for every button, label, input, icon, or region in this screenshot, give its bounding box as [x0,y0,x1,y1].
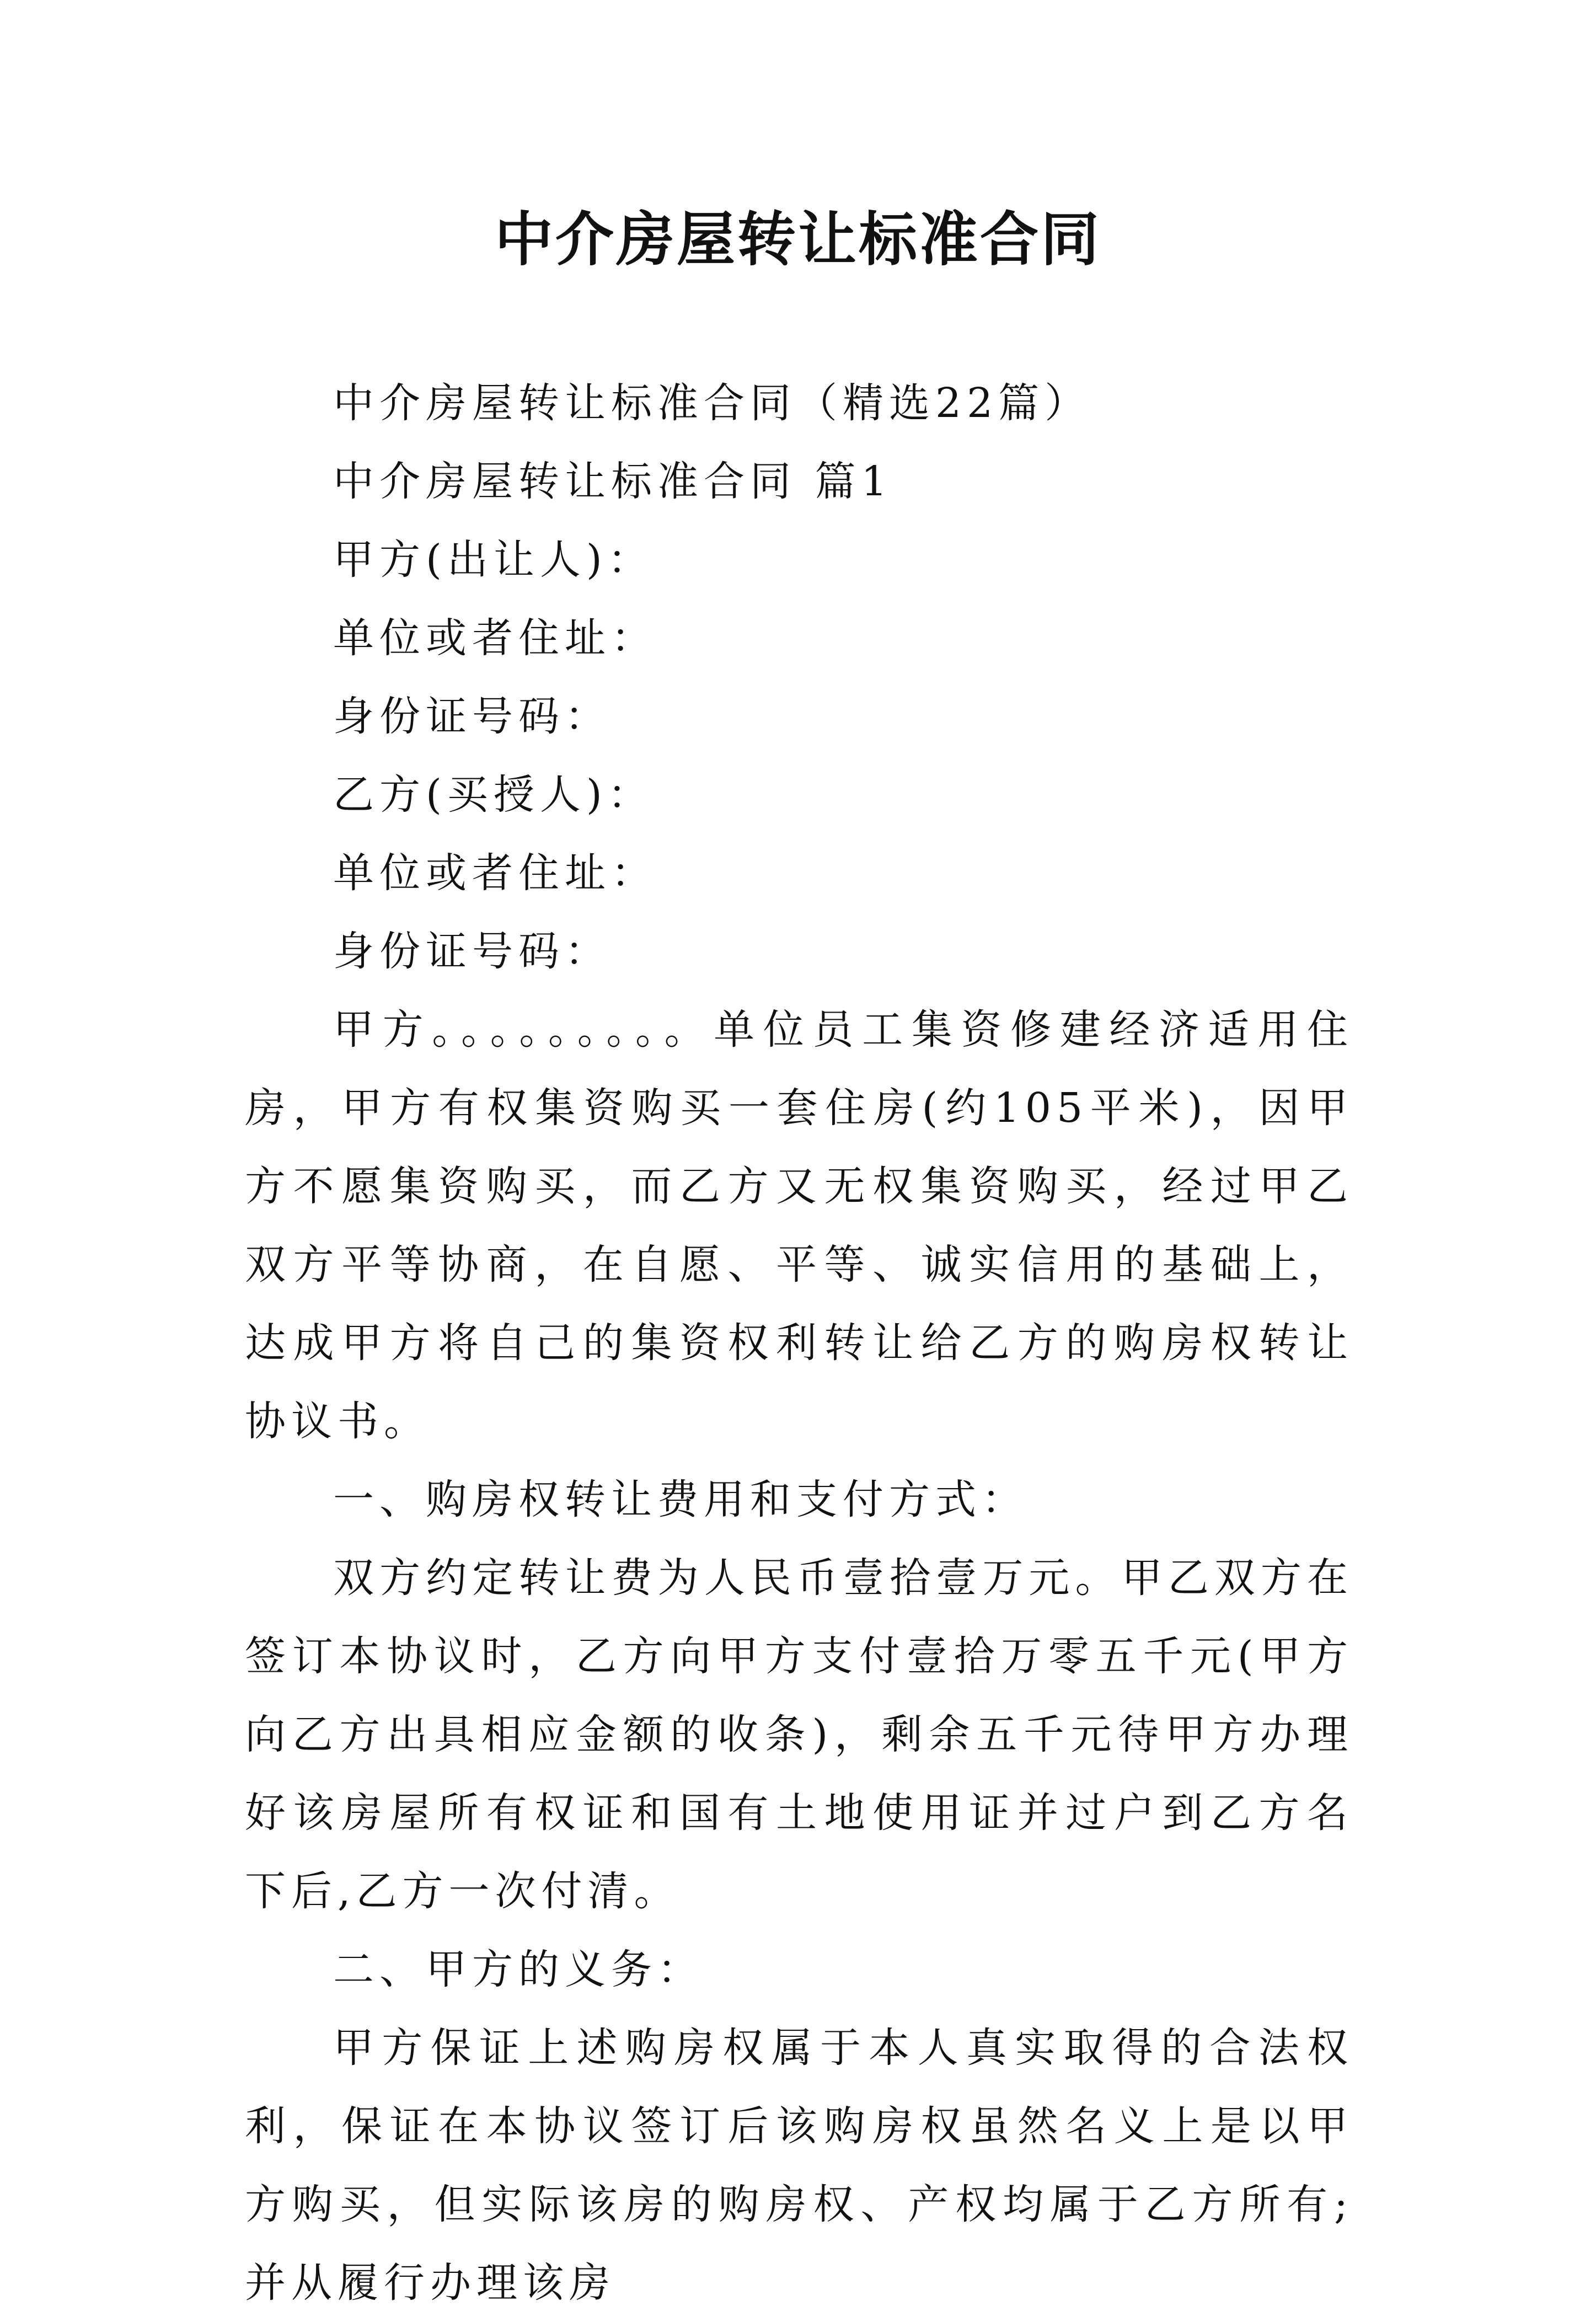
paragraph-party-b: 乙方(买授人)： [333,771,654,818]
paragraph-section-heading: 中介房屋转让标准合同 篇1 [333,458,893,505]
paragraph-party-a-id: 身份证号码： [333,693,611,740]
paragraph-party-b-id: 身份证号码： [333,928,611,975]
paragraph-clause-2-heading: 二、甲方的义务： [333,1946,704,1993]
paragraph-clause-2-body: 甲方保证上述购房权属于本人真实取得的合法权利，保证在本协议签订后该购房权虽然名义上是以甲方购买，但实际该房的购房权、产权均属于乙方所有;并从履行办理该房 [245,2024,1353,2307]
paragraph-party-a-address: 单位或者住址： [333,614,657,662]
paragraph-party-a: 甲方(出让人)： [333,536,654,584]
document-body [245,364,1353,2322]
paragraph-clause-1-body: 双方约定转让费为人民币壹拾壹万元。甲乙双方在签订本协议时，乙方向甲方支付壹拾万零五千元(甲方向乙方出具相应金额的收条)，剩余五千元待甲方办理好该房屋所有权证和国有土地使用证并过户到乙方名下后,乙方一次付清。 [245,1554,1353,1915]
paragraph-party-b-address: 单位或者住址： [333,849,657,897]
paragraph-preamble: 甲方。。。。。。。。。单位员工集资修建经济适用住房，甲方有权集资购买一套住房(约105平米)，因甲方不愿集资购买，而乙方又无权集资购买，经过甲乙双方平等协商，在自愿、平等、诚实信用的基础上，达成甲方将自己的集资权利转让给乙方的购房权转让协议书。 [245,1006,1353,1445]
paragraph-clause-1-heading: 一、购房权转让费用和支付方式： [333,1476,1028,1523]
paragraph-subtitle: 中介房屋转让标准合同（精选22篇） [333,379,1091,427]
document-title: 中介房屋转让标准合同 [495,206,1101,274]
